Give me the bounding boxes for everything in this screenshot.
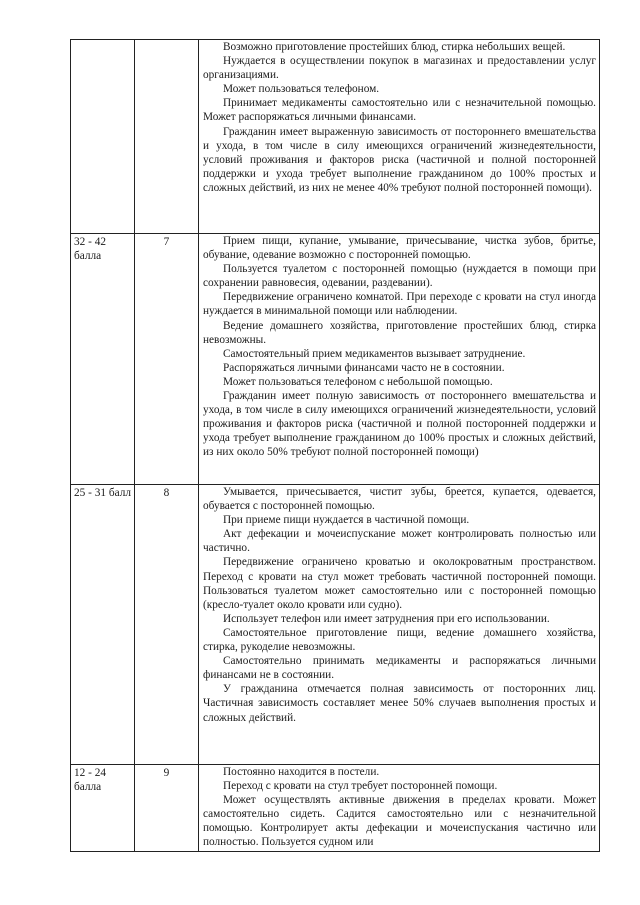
- score-cell: 32 - 42 балла: [71, 234, 135, 485]
- description-paragraph: Умывается, причесывается, чистит зубы, бреется, купается, одевается, обувается с посторонней помощью.: [203, 486, 596, 513]
- description-paragraph: Ведение домашнего хозяйства, приготовление простейших блюд, стирка невозможны.: [203, 319, 596, 346]
- description-paragraph: Возможно приготовление простейших блюд, стирка небольших вещей.: [223, 41, 566, 53]
- description-paragraph: Акт дефекации и мочеиспускание может контролировать полностью или частично.: [203, 528, 596, 555]
- table-row: [71, 40, 600, 234]
- level-cell: 9: [135, 765, 199, 852]
- table-row: [71, 485, 600, 765]
- description-cell: [199, 485, 600, 765]
- description-paragraph: Может осуществлять активные движения в пределах кровати. Может самостоятельно сидеть. Садится самостоятельно или с незначительной помощью. Контролирует акты дефекации и мочеиспускания частично или полностью. Пользуется судном или: [203, 794, 596, 849]
- description-paragraph: При приеме пищи нуждается в частичной помощи.: [223, 514, 470, 527]
- description-cell: [199, 234, 600, 485]
- level-cell: 8: [135, 485, 199, 765]
- description-paragraph: Гражданин имеет выраженную зависимость от постороннего вмешательства и ухода, в том числе в силу имеющихся ограничений жизнедеятельности, условий проживания и факторов риска (частичной и полной посторонней поддержки и ухода требует выполнение гражданином до 100% простых и сложных действий, из них не менее 40% требуют полной посторонней помощи).: [203, 125, 596, 194]
- score-cell: 12 - 24 балла: [71, 765, 135, 852]
- description-paragraph: Гражданин имеет полную зависимость от постороннего вмешательства и ухода, в том числе в силу имеющихся ограничений жизнедеятельности, условий проживания и факторов риска (частичной и полной посторонней поддержки и ухода требует выполнение гражданином до 100% простых и сложных действий, из них около 50% требуют полной посторонней помощи): [203, 390, 596, 459]
- description-cell: [199, 40, 600, 234]
- score-cell: [71, 40, 135, 234]
- description-paragraph: Использует телефон или имеет затруднения при его использовании.: [223, 612, 550, 625]
- description-paragraph: Принимает медикаменты самостоятельно или с незначительной помощью. Может распоряжаться личными финансами.: [203, 97, 596, 124]
- description-paragraph: Распоряжаться личными финансами часто не в состоянии.: [223, 361, 505, 374]
- description-paragraph: Передвижение ограничено комнатой. При переходе с кровати на стул иногда нуждается в минимальной помощи или наблюдении.: [203, 291, 596, 318]
- score-cell: 25 - 31 балл: [71, 485, 135, 765]
- level-cell: 7: [135, 234, 199, 485]
- description-paragraph: Передвижение ограничено кроватью и околокроватным пространством. Переход с кровати на стул может требовать частичной посторонней помощи. Пользоваться туалетом может самостоятельно или с посторонней помощью (кресло-туалет около кровати или судно).: [203, 556, 596, 611]
- description-paragraph: Самостоятельное приготовление пищи, ведение домашнего хозяйства, стирка, рукоделие невозможны.: [203, 626, 596, 654]
- description-paragraph: Нуждается в осуществлении покупок в магазинах и предоставлении услуг организациями.: [203, 55, 596, 82]
- table-row: [71, 234, 600, 485]
- description-paragraph: Переход с кровати на стул требует посторонней помощи.: [223, 780, 498, 793]
- description-paragraph: Пользуется туалетом с посторонней помощью (нуждается в помощи при сохранении равновесия, одевании, раздевании).: [203, 263, 596, 290]
- level-cell: [135, 40, 199, 234]
- description-cell: [199, 765, 600, 852]
- description-paragraph: Постоянно находится в постели.: [223, 766, 380, 778]
- description-paragraph: Прием пищи, купание, умывание, причесывание, чистка зубов, бритье, обувание, одевание возможно с посторонней помощью.: [203, 235, 596, 262]
- description-paragraph: Может пользоваться телефоном с небольшой помощью.: [223, 375, 493, 388]
- description-paragraph: Самостоятельно принимать медикаменты и распоряжаться личными финансами не в состоянии.: [203, 655, 596, 682]
- table-row: [71, 765, 600, 852]
- description-paragraph: Может пользоваться телефоном.: [223, 83, 380, 96]
- description-paragraph: У гражданина отмечается полная зависимость от посторонних лиц. Частичная зависимость составляет менее 50% случаев выполнения простых и сложных действий.: [203, 683, 596, 724]
- description-paragraph: Самостоятельный прием медикаментов вызывает затруднение.: [223, 347, 526, 360]
- care-level-table: [70, 39, 600, 852]
